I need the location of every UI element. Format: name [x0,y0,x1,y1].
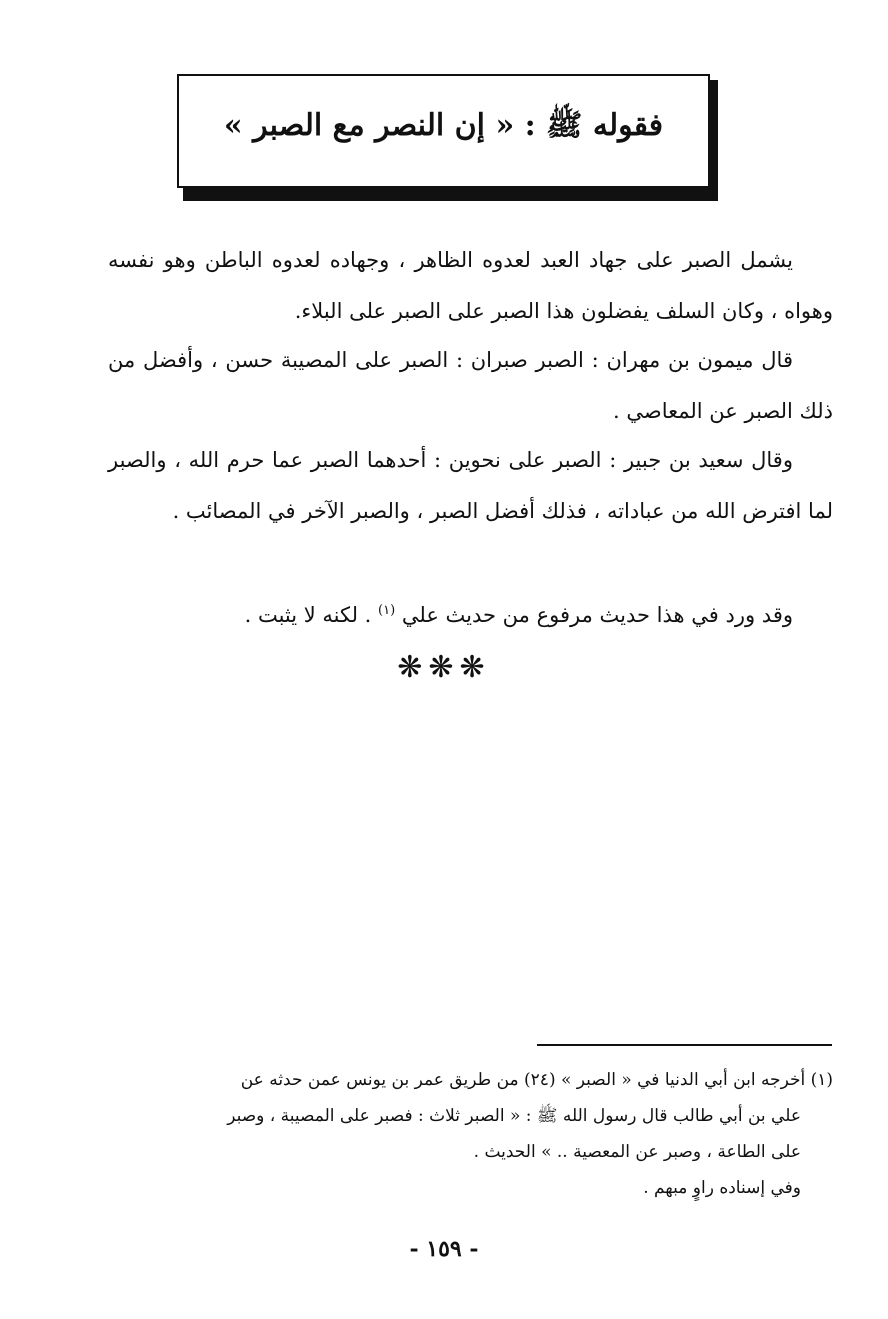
section-separator: ❋❋❋ [397,650,491,685]
footnote-line-4: وفي إسناده راوٍ مبهم . [643,1178,801,1198]
paragraph-4 [108,585,833,641]
footnote-line-2: علي بن أبي طالب قال رسول الله ﷺ : « الصبر ثلاث : فصبر على المصيبة ، وصبر [227,1106,801,1126]
page-number: - ١٥٩ - [409,1236,479,1262]
footnote-line-3: على الطاعة ، وصبر عن المعصية .. » الحديث . [473,1142,801,1162]
page-title: فقوله ﷺ : « إن النصر مع الصبر » [223,107,664,143]
footnote [100,1062,833,1206]
footnote-divider [537,1044,832,1046]
paragraph-2: قال ميمون بن مهران : الصبر صبران : الصبر على المصيبة حسن ، وأفضل من ذلك الصبر عن المعاصي . [108,348,833,423]
paragraph-4-tail: . لكنه لا يثبت . [244,603,372,627]
paragraph-4-text: وقد ورد في هذا حديث مرفوع من حديث علي [401,603,793,627]
paragraph-1: يشمل الصبر على جهاد العبد لعدوه الظاهر ، وجهاده لعدوه الباطن وهو نفسه وهواه ، وكان السلف يفضلون هذا الصبر على الصبر على البلاء. [108,248,833,323]
footnote-marker: (١) [378,603,396,618]
footnote-line-1: (١) أخرجه ابن أبي الدنيا في « الصبر » (٢٤) من طريق عمر بن يونس عمن حدثه عن [240,1070,833,1090]
title-box [177,74,710,188]
paragraph-3: وقال سعيد بن جبير : الصبر على نحوين : أحدهما الصبر عما حرم الله ، والصبر لما افترض الله من عباداته ، فذلك أفضل الصبر ، والصبر الآخر في المصائب . [108,448,833,523]
